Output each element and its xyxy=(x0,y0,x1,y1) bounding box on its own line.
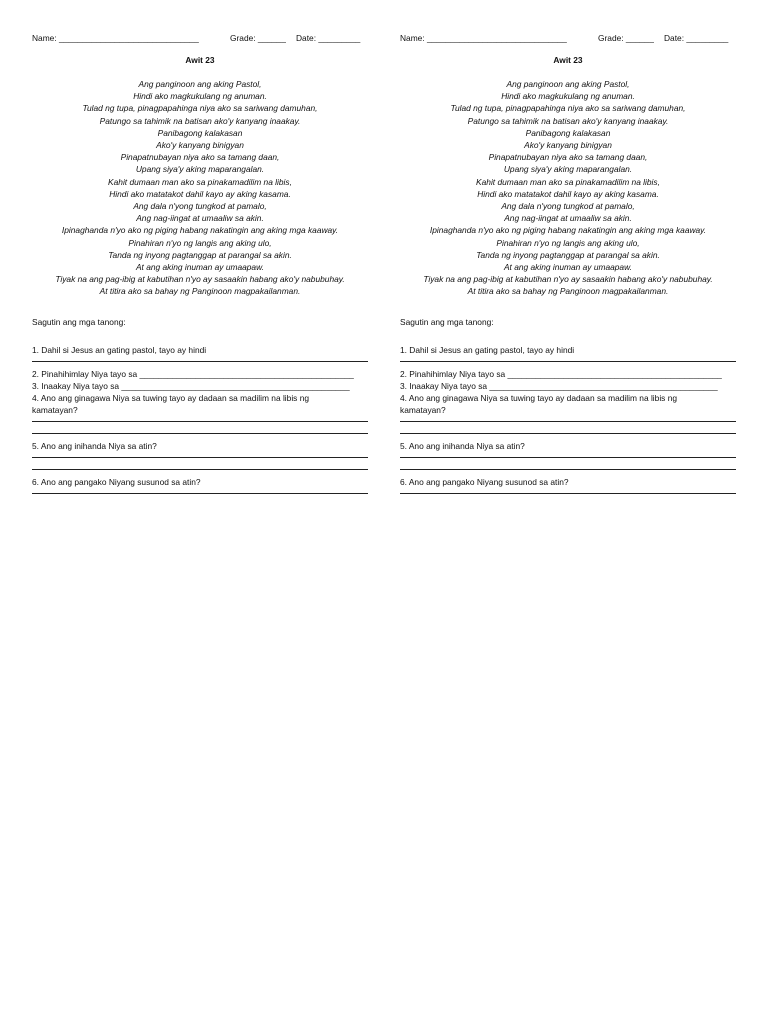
poem-line: Ang dala n'yong tungkod at pamalo, xyxy=(133,201,267,212)
answer-line xyxy=(400,428,736,434)
poem-line: Ipinaghanda n'yo ako ng piging habang nakatingin ang aking mga kaaway. xyxy=(61,225,339,236)
poem-line: Pinahiran n'yo ng langis ang aking ulo, xyxy=(496,237,640,248)
worksheet-title: Awit 23 xyxy=(185,55,215,65)
question-3: 3. Inaakay Niya tayo sa _________________________________________________ xyxy=(400,380,718,391)
answer-line xyxy=(400,488,736,494)
worksheet-right xyxy=(400,30,736,500)
answer-line xyxy=(32,416,368,422)
question-3: 3. Inaakay Niya tayo sa _________________________________________________ xyxy=(32,380,350,391)
answer-line xyxy=(400,356,736,362)
poem-line: Hindi ako matatakot dahil kayo ay aking kasama. xyxy=(477,188,659,199)
answer-line xyxy=(400,452,736,458)
poem-line: Tiyak na ang pag-ibig at kabutihan n'yo ay sasaakin habang ako'y nabubuhay. xyxy=(55,274,345,285)
poem-line: Ang panginoon ang aking Pastol, xyxy=(138,79,262,89)
poem-line: At ang aking inuman ay umaapaw. xyxy=(503,262,633,273)
date-field: Date: _________ xyxy=(664,33,729,43)
poem-line: Hindi ako magkukulang ng anuman. xyxy=(501,91,635,102)
answer-line xyxy=(32,428,368,434)
answer-line xyxy=(400,416,736,422)
question-4-cont: kamatayan? xyxy=(32,404,78,415)
question-1: 1. Dahil si Jesus an gating pastol, tayo ay hindi xyxy=(400,344,575,355)
poem-line: Kahit dumaan man ako sa pinakamadilim na libis, xyxy=(108,176,292,187)
header-row xyxy=(32,30,368,44)
name-field: Name: ______________________________ xyxy=(32,33,199,43)
question-2: 2. Pinahihimlay Niya tayo sa ______________________________________________ xyxy=(400,368,722,379)
poem-line: At titira ako sa bahay ng Panginoon magpakailanman. xyxy=(99,286,301,297)
poem-line: At titira ako sa bahay ng Panginoon magpakailanman. xyxy=(467,286,669,297)
instructions: Sagutin ang mga tanong: xyxy=(32,316,126,327)
poem-line: Pinapatnubayan niya ako sa tamang daan, xyxy=(120,152,280,163)
answer-line xyxy=(32,488,368,494)
question-2: 2. Pinahihimlay Niya tayo sa ______________________________________________ xyxy=(32,368,354,379)
questions xyxy=(32,344,368,494)
header-row xyxy=(400,30,736,44)
question-4: 4. Ano ang ginagawa Niya sa tuwing tayo ay dadaan sa madilim na libis ng xyxy=(32,392,310,403)
poem-line: Patungo sa tahimik na batisan ako'y kanyang inaakay. xyxy=(99,115,301,126)
questions xyxy=(400,344,736,494)
name-field: Name: ______________________________ xyxy=(400,33,567,43)
answer-line xyxy=(32,464,368,470)
question-6: 6. Ano ang pangako Niyang susunod sa atin? xyxy=(400,476,569,487)
poem-line: Ang nag-iingat at umaaliw sa akin. xyxy=(136,213,264,224)
poem-line: Ang dala n'yong tungkod at pamalo, xyxy=(501,201,635,212)
poem-line: Tiyak na ang pag-ibig at kabutihan n'yo ay sasaakin habang ako'y nabubuhay. xyxy=(423,274,713,285)
poem-line: Tanda ng inyong pagtanggap at parangal sa akin. xyxy=(108,249,292,260)
grade-field: Grade: ______ xyxy=(230,33,286,43)
poem-line: Pinahiran n'yo ng langis ang aking ulo, xyxy=(128,237,272,248)
poem-line: Tulad ng tupa, pinagpapahinga niya ako sa sariwang damuhan, xyxy=(82,103,318,114)
poem-line: Hindi ako matatakot dahil kayo ay aking kasama. xyxy=(109,188,291,199)
poem-line: Pinapatnubayan niya ako sa tamang daan, xyxy=(488,152,648,163)
question-5: 5. Ano ang inihanda Niya sa atin? xyxy=(32,440,157,451)
poem-line: Kahit dumaan man ako sa pinakamadilim na libis, xyxy=(476,176,660,187)
instructions: Sagutin ang mga tanong: xyxy=(400,316,494,327)
answer-line xyxy=(32,452,368,458)
poem-line: Hindi ako magkukulang ng anuman. xyxy=(133,91,267,102)
question-1: 1. Dahil si Jesus an gating pastol, tayo ay hindi xyxy=(32,344,207,355)
question-4-cont: kamatayan? xyxy=(400,404,446,415)
poem-line: Panibagong kalakasan xyxy=(525,127,611,138)
question-4: 4. Ano ang ginagawa Niya sa tuwing tayo ay dadaan sa madilim na libis ng xyxy=(400,392,678,403)
poem-line: Panibagong kalakasan xyxy=(157,127,243,138)
date-field: Date: _________ xyxy=(296,33,361,43)
worksheet-title: Awit 23 xyxy=(553,55,583,65)
grade-field: Grade: ______ xyxy=(598,33,654,43)
question-6: 6. Ano ang pangako Niyang susunod sa atin? xyxy=(32,476,201,487)
poem-line: Ako'y kanyang binigyan xyxy=(156,140,244,151)
poem xyxy=(32,78,368,298)
answer-line xyxy=(32,356,368,362)
poem-line: Ang nag-iingat at umaaliw sa akin. xyxy=(504,213,632,224)
worksheet-left xyxy=(32,30,368,500)
poem-line: Ako'y kanyang binigyan xyxy=(524,140,612,151)
answer-line xyxy=(400,464,736,470)
poem-line: Tulad ng tupa, pinagpapahinga niya ako sa sariwang damuhan, xyxy=(450,103,686,114)
poem-line: Patungo sa tahimik na batisan ako'y kanyang inaakay. xyxy=(467,115,669,126)
poem-line: Upang siya'y aking maparangalan. xyxy=(135,164,265,175)
poem-line: Ipinaghanda n'yo ako ng piging habang nakatingin ang aking mga kaaway. xyxy=(429,225,707,236)
poem-line: At ang aking inuman ay umaapaw. xyxy=(135,262,265,273)
poem-line: Upang siya'y aking maparangalan. xyxy=(503,164,633,175)
poem xyxy=(400,78,736,298)
poem-line: Ang panginoon ang aking Pastol, xyxy=(506,79,630,89)
question-5: 5. Ano ang inihanda Niya sa atin? xyxy=(400,440,525,451)
poem-line: Tanda ng inyong pagtanggap at parangal sa akin. xyxy=(476,249,660,260)
